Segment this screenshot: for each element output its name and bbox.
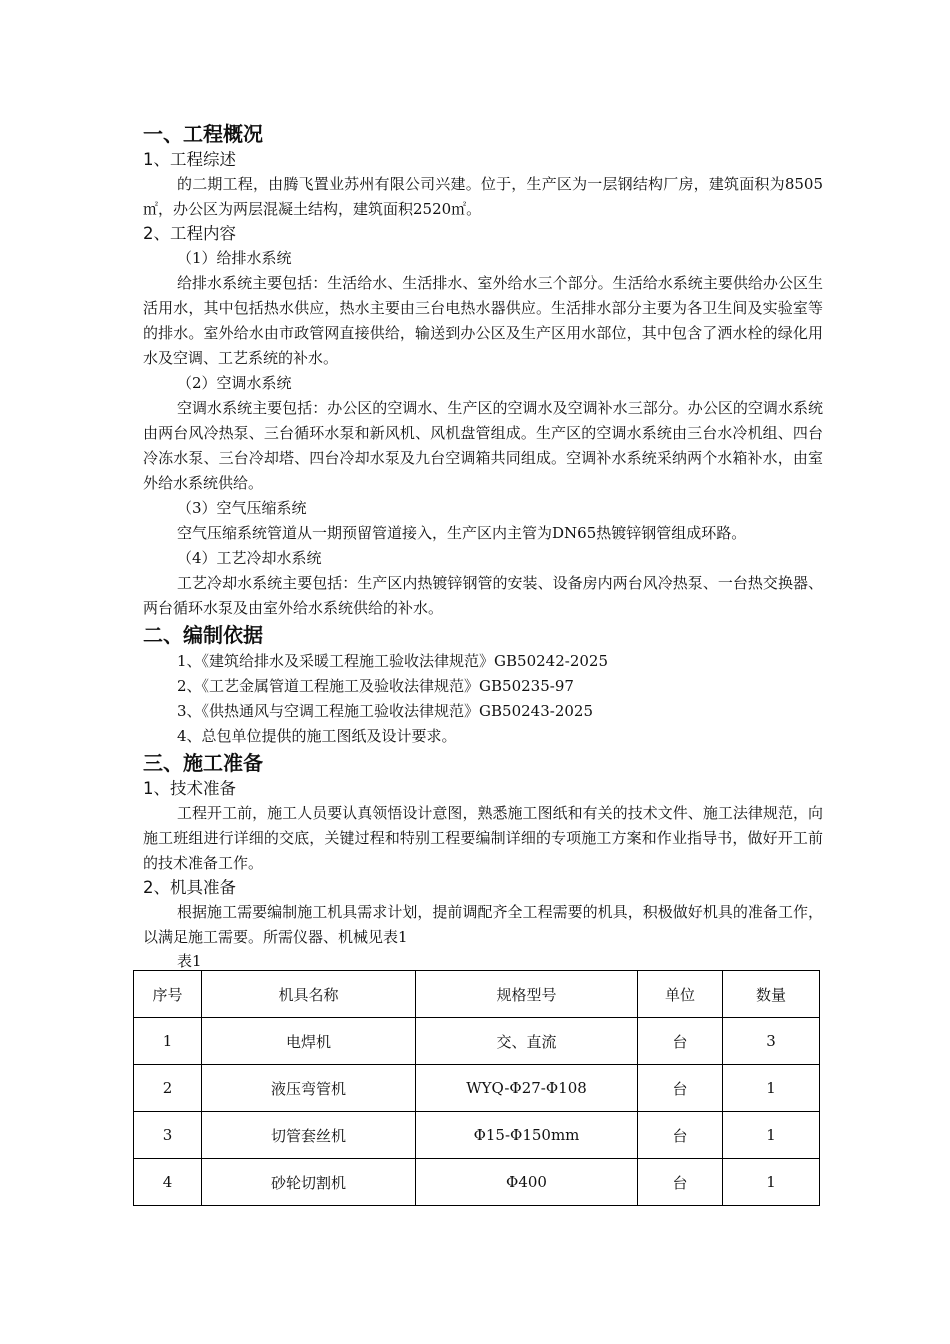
- table-cell: 4: [134, 1159, 202, 1206]
- header-cell: 数量: [723, 971, 820, 1018]
- table-cell: 3: [134, 1112, 202, 1159]
- item-title-ac-water: （2）空调水系统: [177, 374, 292, 392]
- header-cell: 规格型号: [416, 971, 638, 1018]
- subsection-title-summary: 1、工程综述: [143, 150, 236, 169]
- table-row: [134, 1018, 820, 1065]
- table-cell: 2: [134, 1065, 202, 1112]
- table-caption: 表1: [177, 952, 202, 970]
- paragraph-machinery: 根据施工需要编制施工机具需求计划，提前调配齐全工程需要的机具，积极做好机具的准备工作，以满足施工需要。所需仪器、机械见表1: [143, 903, 823, 946]
- subsection-title-content: 2、工程内容: [143, 224, 236, 243]
- header-cell: 序号: [134, 971, 202, 1018]
- section-title-basis: 二、编制依据: [143, 623, 263, 647]
- item-title-compressed-air: （3）空气压缩系统: [177, 499, 307, 517]
- table-cell: 交、直流: [416, 1018, 638, 1065]
- paragraph-summary: 的二期工程，由腾飞置业苏州有限公司兴建。位于，生产区为一层钢结构厂房，建筑面积为8505㎡，办公区为两层混凝土结构，建筑面积2520㎡。: [143, 175, 823, 218]
- paragraph-ac-water: 空调水系统主要包括：办公区的空调水、生产区的空调水及空调补水三部分。办公区的空调水系统由两台风冷热泵、三台循环水泵和新风机、风机盘管组成。生产区的空调水系统由三台水冷机组、四台冷冻水泵、三台冷却塔、四台冷却水泵及九台空调箱共同组成。空调补水系统采纳两个水箱补水，由室外给水系统供给。: [143, 399, 823, 492]
- table-cell: 1: [723, 1065, 820, 1112]
- section-title-overview: 一、工程概况: [143, 122, 263, 146]
- subsection-title-tech: 1、技术准备: [143, 779, 236, 798]
- table-cell: 液压弯管机: [202, 1065, 416, 1112]
- machinery-table: [133, 970, 820, 1206]
- paragraph-process-cooling: 工艺冷却水系统主要包括：生产区内热镀锌钢管的安装、设备房内两台风冷热泵、一台热交换器、两台循环水泵及由室外给水系统供给的补水。: [143, 574, 823, 617]
- paragraph-water-supply: 给排水系统主要包括：生活给水、生活排水、室外给水三个部分。生活给水系统主要供给办公区生活用水，其中包括热水供应，热水主要由三台电热水器供应。生活排水部分主要为各卫生间及实验室等的排水。室外给水由市政管网直接供给，输送到办公区及生产区用水部位，其中包含了洒水栓的绿化用水及空调、工艺系统的补水。: [143, 274, 823, 367]
- table-cell: WYQ-Φ27-Φ108: [416, 1065, 638, 1112]
- header-cell: 机具名称: [202, 971, 416, 1018]
- table-header-row: [134, 971, 820, 1018]
- document-body: [143, 120, 823, 972]
- reference-item: 4、总包单位提供的施工图纸及设计要求。: [177, 727, 457, 745]
- table-cell: 3: [723, 1018, 820, 1065]
- paragraph-tech: 工程开工前，施工人员要认真领悟设计意图，熟悉施工图纸和有关的技术文件、施工法律规范，向施工班组进行详细的交底，关键过程和特别工程要编制详细的专项施工方案和作业指导书，做好开工前的技术准备工作。: [143, 804, 823, 872]
- table-row: [134, 1112, 820, 1159]
- subsection-title-machinery: 2、机具准备: [143, 878, 236, 897]
- table-cell: 1: [723, 1112, 820, 1159]
- paragraph-compressed-air: 空气压缩系统管道从一期预留管道接入，生产区内主管为DN65热镀锌钢管组成环路。: [177, 524, 747, 542]
- table-cell: 砂轮切割机: [202, 1159, 416, 1206]
- table-cell: 台: [638, 1065, 723, 1112]
- table-cell: 台: [638, 1112, 723, 1159]
- table-cell: 台: [638, 1159, 723, 1206]
- table-cell: 电焊机: [202, 1018, 416, 1065]
- section-title-preparation: 三、施工准备: [143, 751, 263, 775]
- item-title-process-cooling: （4）工艺冷却水系统: [177, 549, 322, 567]
- table-cell: 1: [723, 1159, 820, 1206]
- table-row: [134, 1065, 820, 1112]
- reference-item: 3、《供热通风与空调工程施工验收法律规范》GB50243-2025: [177, 702, 594, 720]
- reference-item: 2、《工艺金属管道工程施工及验收法律规范》GB50235-97: [177, 677, 574, 695]
- table-cell: Φ15-Φ150mm: [416, 1112, 638, 1159]
- reference-item: 1、《建筑给排水及采暖工程施工验收法律规范》GB50242-2025: [177, 652, 609, 670]
- table-cell: 1: [134, 1018, 202, 1065]
- table-row: [134, 1159, 820, 1206]
- table-cell: Φ400: [416, 1159, 638, 1206]
- table-cell: 台: [638, 1018, 723, 1065]
- header-cell: 单位: [638, 971, 723, 1018]
- table-cell: 切管套丝机: [202, 1112, 416, 1159]
- item-title-water-supply: （1）给排水系统: [177, 249, 292, 267]
